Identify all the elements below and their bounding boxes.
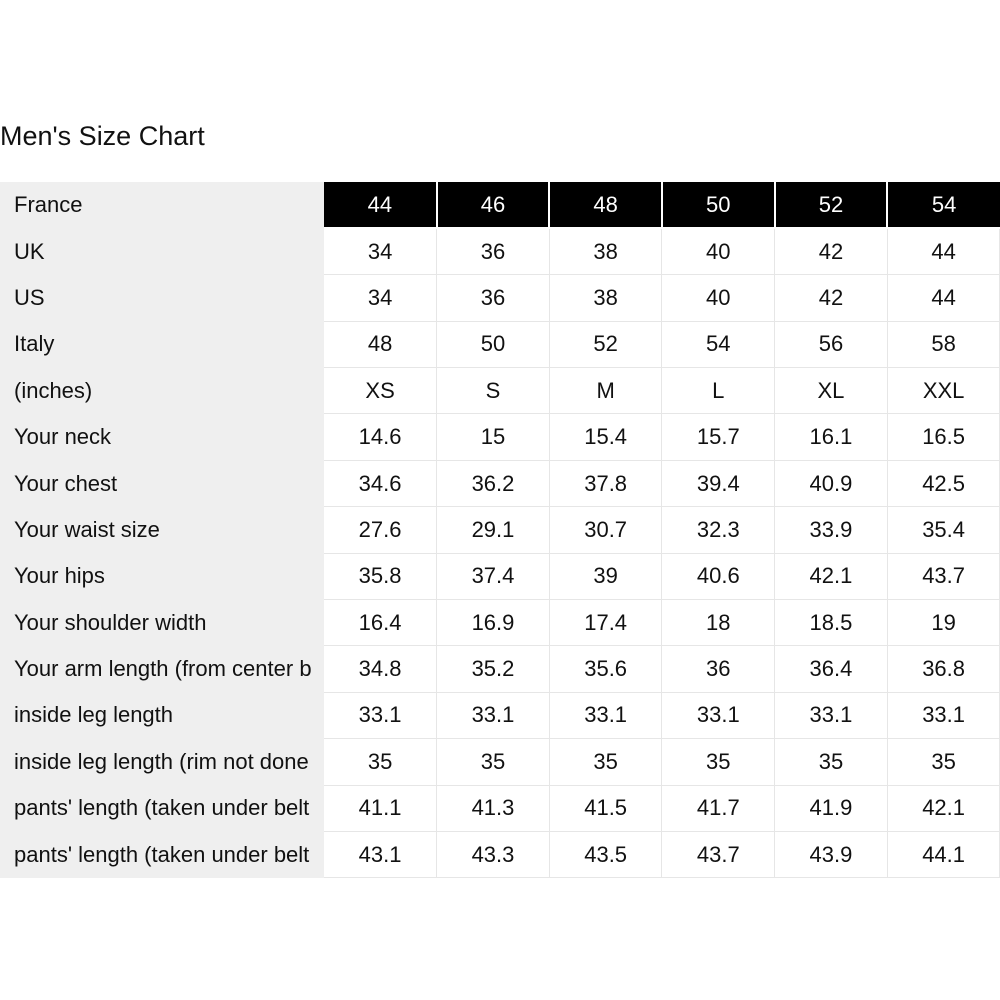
- table-cell: 35: [887, 739, 1000, 785]
- page-title: Men's Size Chart: [0, 121, 205, 151]
- table-cell: 40: [662, 275, 775, 321]
- table-cell: 42: [775, 228, 888, 274]
- table-row: [0, 553, 1000, 599]
- table-cell: 19: [887, 600, 1000, 646]
- table-cell: 33.9: [775, 507, 888, 553]
- row-label: pants' length (taken under belt: [0, 785, 324, 831]
- table-cell: 15: [437, 414, 550, 460]
- table-cell: 33.1: [324, 692, 437, 738]
- header-cell: 52: [775, 182, 888, 228]
- table-cell: 42.1: [775, 553, 888, 599]
- table-cell: 16.9: [437, 600, 550, 646]
- table-cell: 35: [662, 739, 775, 785]
- table-cell: 44.1: [887, 831, 1000, 877]
- table-cell: 43.5: [549, 831, 662, 877]
- table-cell: 16.4: [324, 600, 437, 646]
- table-cell: 35.2: [437, 646, 550, 692]
- table-cell: 39.4: [662, 460, 775, 506]
- table-cell: 34.8: [324, 646, 437, 692]
- row-label: UK: [0, 228, 324, 274]
- row-label: Your hips: [0, 553, 324, 599]
- table-cell: 48: [324, 321, 437, 367]
- table-cell: 43.3: [437, 831, 550, 877]
- table-row: [0, 460, 1000, 506]
- table-cell: 43.9: [775, 831, 888, 877]
- table-cell: 36: [437, 275, 550, 321]
- row-label: Your arm length (from center b: [0, 646, 324, 692]
- table-cell: 36.4: [775, 646, 888, 692]
- table-cell: 36.8: [887, 646, 1000, 692]
- table-row: [0, 414, 1000, 460]
- table-cell: 42.5: [887, 460, 1000, 506]
- row-label: inside leg length (rim not done: [0, 739, 324, 785]
- table-cell: L: [662, 368, 775, 414]
- table-cell: 39: [549, 553, 662, 599]
- table-cell: 18: [662, 600, 775, 646]
- table-cell: 37.8: [549, 460, 662, 506]
- table-cell: 18.5: [775, 600, 888, 646]
- table-cell: 42.1: [887, 785, 1000, 831]
- table-cell: 33.1: [549, 692, 662, 738]
- table-cell: 50: [437, 321, 550, 367]
- table-cell: 34: [324, 275, 437, 321]
- table-cell: 43.7: [662, 831, 775, 877]
- header-cell: 44: [324, 182, 437, 228]
- table-cell: 58: [887, 321, 1000, 367]
- table-cell: 33.1: [887, 692, 1000, 738]
- table-cell: 15.4: [549, 414, 662, 460]
- table-cell: 30.7: [549, 507, 662, 553]
- table-cell: 34.6: [324, 460, 437, 506]
- table-cell: 35.6: [549, 646, 662, 692]
- table-cell: 44: [887, 275, 1000, 321]
- table-cell: 35: [324, 739, 437, 785]
- table-row: [0, 646, 1000, 692]
- row-label: inside leg length: [0, 692, 324, 738]
- table-cell: 33.1: [662, 692, 775, 738]
- table-cell: 35: [775, 739, 888, 785]
- table-cell: 35.8: [324, 553, 437, 599]
- table-cell: 52: [549, 321, 662, 367]
- table-cell: 33.1: [775, 692, 888, 738]
- row-label: (inches): [0, 368, 324, 414]
- size-chart-body: [0, 182, 1000, 878]
- table-cell: 27.6: [324, 507, 437, 553]
- table-cell: XXL: [887, 368, 1000, 414]
- table-cell: 43.7: [887, 553, 1000, 599]
- table-row: [0, 692, 1000, 738]
- table-cell: 41.7: [662, 785, 775, 831]
- table-row: [0, 275, 1000, 321]
- table-cell: 16.5: [887, 414, 1000, 460]
- row-label: Italy: [0, 321, 324, 367]
- table-cell: 54: [662, 321, 775, 367]
- row-label: US: [0, 275, 324, 321]
- table-cell: 38: [549, 228, 662, 274]
- row-label: Your chest: [0, 460, 324, 506]
- table-cell: 43.1: [324, 831, 437, 877]
- table-cell: 36: [437, 228, 550, 274]
- header-cell: 46: [437, 182, 550, 228]
- table-cell: 41.3: [437, 785, 550, 831]
- table-cell: 40.6: [662, 553, 775, 599]
- table-cell: 36.2: [437, 460, 550, 506]
- table-cell: 29.1: [437, 507, 550, 553]
- table-row: [0, 600, 1000, 646]
- table-cell: 14.6: [324, 414, 437, 460]
- row-label: pants' length (taken under belt: [0, 831, 324, 877]
- table-cell: 35: [549, 739, 662, 785]
- table-cell: 42: [775, 275, 888, 321]
- header-cell: 54: [887, 182, 1000, 228]
- table-cell: 41.1: [324, 785, 437, 831]
- table-row: [0, 831, 1000, 877]
- table-row: [0, 321, 1000, 367]
- table-cell: 37.4: [437, 553, 550, 599]
- table-cell: 35.4: [887, 507, 1000, 553]
- table-cell: XL: [775, 368, 888, 414]
- table-cell: 40: [662, 228, 775, 274]
- table-cell: 44: [887, 228, 1000, 274]
- table-row: [0, 228, 1000, 274]
- table-cell: 15.7: [662, 414, 775, 460]
- table-cell: 36: [662, 646, 775, 692]
- table-row: [0, 507, 1000, 553]
- table-cell: 38: [549, 275, 662, 321]
- table-cell: S: [437, 368, 550, 414]
- table-cell: 17.4: [549, 600, 662, 646]
- table-cell: 34: [324, 228, 437, 274]
- table-cell: XS: [324, 368, 437, 414]
- table-cell: 41.5: [549, 785, 662, 831]
- table-cell: 56: [775, 321, 888, 367]
- table-cell: 41.9: [775, 785, 888, 831]
- row-label: Your waist size: [0, 507, 324, 553]
- table-cell: 35: [437, 739, 550, 785]
- size-chart-table: [0, 182, 1000, 878]
- table-cell: M: [549, 368, 662, 414]
- table-cell: 16.1: [775, 414, 888, 460]
- row-label: Your neck: [0, 414, 324, 460]
- header-row-france: [0, 182, 1000, 228]
- row-label: France: [0, 182, 324, 228]
- table-row: [0, 739, 1000, 785]
- table-cell: 32.3: [662, 507, 775, 553]
- header-cell: 50: [662, 182, 775, 228]
- header-cell: 48: [549, 182, 662, 228]
- row-label: Your shoulder width: [0, 600, 324, 646]
- table-row: [0, 368, 1000, 414]
- table-row: [0, 785, 1000, 831]
- table-cell: 33.1: [437, 692, 550, 738]
- table-cell: 40.9: [775, 460, 888, 506]
